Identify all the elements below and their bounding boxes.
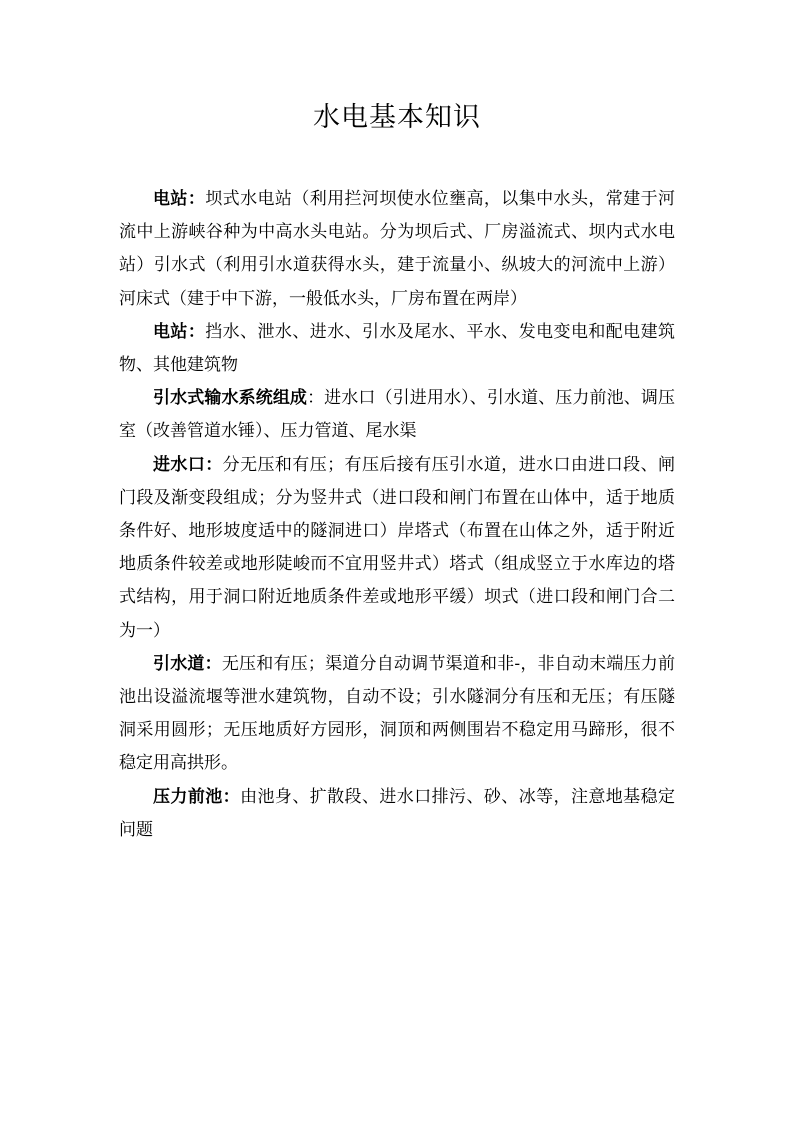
paragraph-text: 分无压和有压；有压后接有压引水道，进水口由进口段、闸门段及渐变段组成；分为竖井式（进口段和闸门布置在山体中，适于地质条件好、地形坡度适中的隧洞进口）岸塔式（布置在山体之外，适于附近地质条件较差或地形陡峻而不宜用竖井式）塔式（组成竖立于水库边的塔式结构，用于洞口附近地质条件差或地形平缓）坝式（进口段和闸门合二为一） xyxy=(119,454,675,641)
document-body xyxy=(119,183,675,847)
paragraph-forebay xyxy=(119,781,675,847)
paragraph-heading: 引水道： xyxy=(153,653,222,674)
paragraph-text: 无压和有压；渠道分自动调节渠道和非-，非自动末端压力前池出设溢流堰等泄水建筑物，自动不设；引水隧洞分有压和无压；有压隧洞采用圆形；无压地质好方园形，洞顶和两侧围岩不稳定用马蹄形，很不稳定用高拱形。 xyxy=(119,653,676,774)
paragraph-intake xyxy=(119,449,675,648)
paragraph-text: 由池身、扩散段、进水口排污、砂、冰等，注意地基稳定问题 xyxy=(119,786,676,840)
paragraph-text: 挡水、泄水、进水、引水及尾水、平水、发电变电和配电建筑物、其他建筑物 xyxy=(119,321,676,376)
document-title: 水电基本知识 xyxy=(313,102,481,133)
paragraph-water-conveyance-system xyxy=(119,382,675,448)
paragraph-heading: 引水式输水系统组成 xyxy=(153,388,308,409)
paragraph-heading: 电站： xyxy=(153,189,206,209)
paragraph-text: ：进水口（引进用水）、引水道、压力前池、调压室（改善管道水锤）、压力管道、尾水渠 xyxy=(119,388,676,442)
paragraph-power-station-types xyxy=(119,183,675,316)
paragraph-power-station-structures xyxy=(119,316,675,382)
paragraph-heading: 进水口： xyxy=(153,454,223,475)
paragraph-heading: 压力前池： xyxy=(153,786,241,807)
paragraph-diversion-channel xyxy=(119,648,675,781)
paragraph-heading: 电站： xyxy=(153,321,206,342)
paragraph-text: 坝式水电站（利用拦河坝使水位壅高，以集中水头，常建于河流中上游峡谷种为中高水头电站。分为坝后式、厂房溢流式、坝内式水电站）引水式（利用引水道获得水头，建于流量小、纵坡大的河流中上游）河床式（建于中下游，一般低水头，厂房布置在两岸） xyxy=(119,189,676,309)
